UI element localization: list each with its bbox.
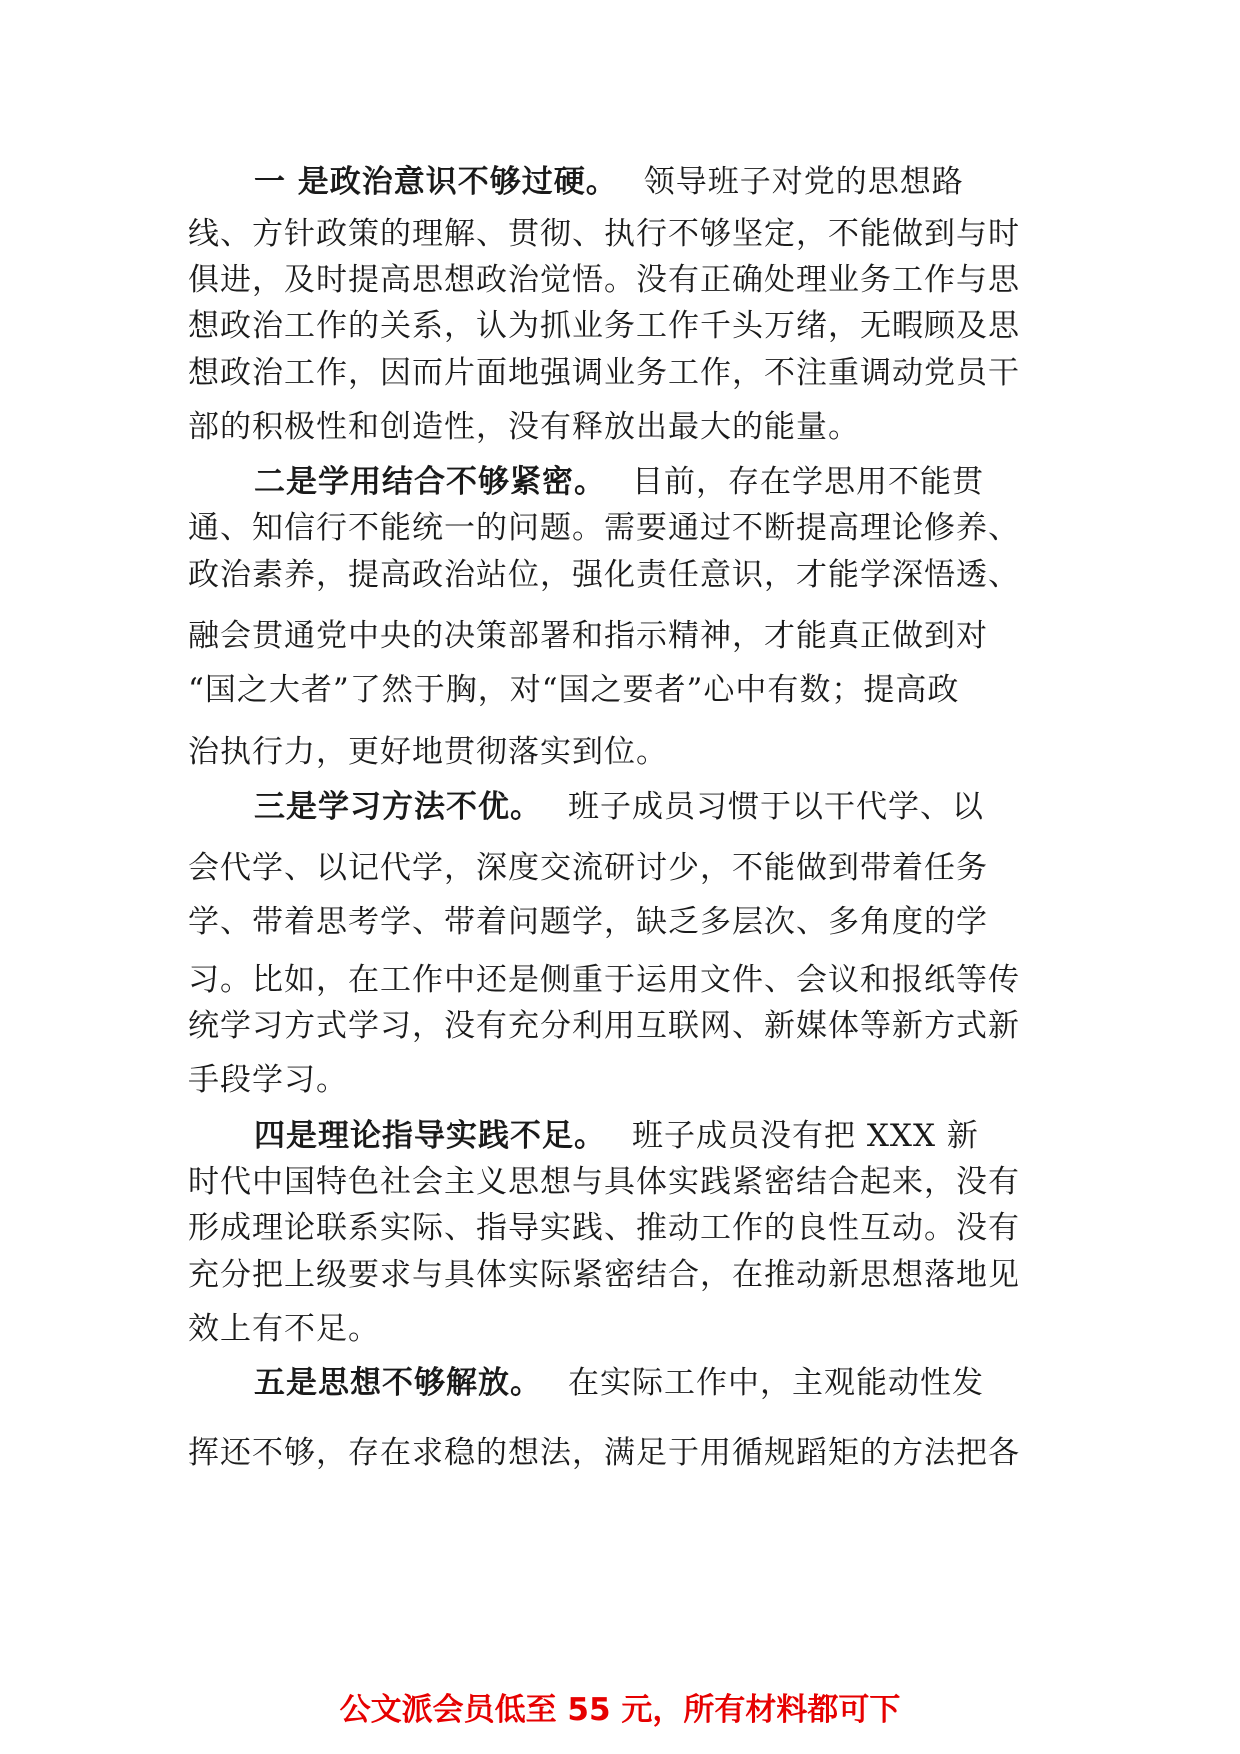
paragraph-3-line-3: 学、带着思考学、带着问题学，缺乏多层次、多角度的学: [188, 904, 988, 940]
paragraph-5-text: 在实际工作中，主观能动性发: [568, 1365, 984, 1401]
paragraph-3-line-1: [254, 787, 1118, 827]
footer-advertisement: 公文派会员低至 55 元，所有材料都可下: [339, 1692, 901, 1728]
paragraph-5-line-1: [254, 1363, 1118, 1403]
paragraph-3-heading: 三是学习方法不优。: [254, 789, 542, 825]
paragraph-1-text: 领导班子对党的思想路: [643, 164, 964, 200]
paragraph-1-line-2: 线、方针政策的理解、贯彻、执行不够坚定，不能做到与时: [188, 216, 1020, 252]
paragraph-4-text: 班子成员没有把 XXX 新: [632, 1118, 979, 1154]
paragraph-2-line-4: 融会贯通党中央的决策部署和指示精神，才能真正做到对: [188, 618, 988, 654]
paragraph-1-line-3: 俱进，及时提高思想政治觉悟。没有正确处理业务工作与思: [188, 262, 1020, 298]
paragraph-4-heading: 四是理论指导实践不足。: [254, 1118, 606, 1154]
paragraph-5-heading: 五是思想不够解放。: [254, 1365, 542, 1401]
paragraph-1-line-4: 想政治工作的关系，认为抓业务工作千头万绪，无暇顾及思: [188, 308, 1020, 344]
paragraph-1-line-6: 部的积极性和创造性，没有释放出最大的能量。: [188, 409, 860, 445]
paragraph-3-line-6: 手段学习。: [188, 1062, 348, 1098]
paragraph-3-line-4: 习。比如，在工作中还是侧重于运用文件、会议和报纸等传: [188, 962, 1020, 998]
paragraph-4-line-5: 效上有不足。: [188, 1311, 380, 1347]
paragraph-5-line-2: 挥还不够，存在求稳的想法，满足于用循规蹈矩的方法把各: [188, 1435, 1020, 1471]
paragraph-2-line-5: “国之大者”了然于胸，对“国之要者”心中有数；提高政: [188, 672, 960, 708]
paragraph-1-line-5: 想政治工作，因而片面地强调业务工作，不注重调动党员干: [188, 355, 1020, 391]
paragraph-1-line-1: [254, 162, 1118, 202]
paragraph-2-line-2: 通、知信行不能统一的问题。需要通过不断提高理论修养、: [188, 510, 1020, 546]
paragraph-4-line-4: 充分把上级要求与具体实际紧密结合，在推动新思想落地见: [188, 1257, 1020, 1293]
paragraph-4-line-3: 形成理论联系实际、指导实践、推动工作的良性互动。没有: [188, 1210, 1020, 1246]
paragraph-3-text: 班子成员习惯于以干代学、以: [568, 789, 984, 825]
paragraph-3-line-5: 统学习方式学习，没有充分利用互联网、新媒体等新方式新: [188, 1008, 1020, 1044]
paragraph-2-line-1: [254, 462, 1118, 502]
paragraph-4-line-2: 时代中国特色社会主义思想与具体实践紧密结合起来，没有: [188, 1164, 1020, 1200]
paragraph-2-text: 目前，存在学思用不能贯: [632, 464, 984, 500]
paragraph-2-heading: 二是学用结合不够紧密。: [254, 464, 606, 500]
paragraph-2-line-6: 治执行力，更好地贯彻落实到位。: [188, 734, 668, 770]
paragraph-3-line-2: 会代学、以记代学，深度交流研讨少，不能做到带着任务: [188, 850, 988, 886]
paragraph-1-heading: 一 是政治意识不够过硬。: [254, 164, 618, 200]
paragraph-4-line-1: [254, 1116, 1118, 1156]
paragraph-2-line-3: 政治素养，提高政治站位，强化责任意识，才能学深悟透、: [188, 557, 1020, 593]
